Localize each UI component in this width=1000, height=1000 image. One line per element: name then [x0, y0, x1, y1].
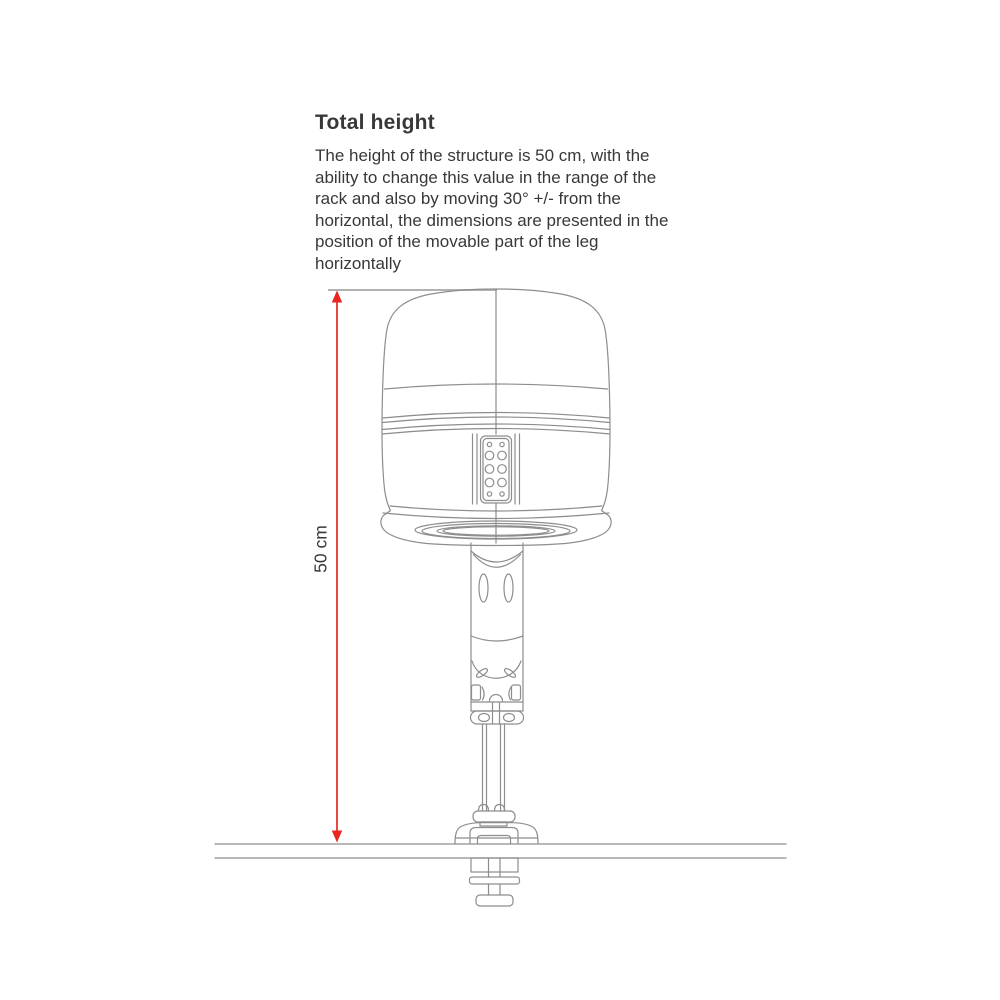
- lamp-neck: [471, 543, 523, 702]
- hinge-joint: [471, 702, 524, 724]
- description-line: horizontal, the dimensions are presented in the: [315, 210, 669, 230]
- lamp-head: [381, 289, 611, 546]
- description-line: rack and also by moving 30° +/- from the: [315, 189, 621, 208]
- height-arrow-icon: [332, 291, 342, 843]
- description-line: The height of the structure is 50 cm, with the: [315, 146, 650, 165]
- section-title: Total height: [315, 111, 435, 134]
- support-pole: [483, 724, 505, 811]
- description-line: horizontally: [315, 253, 401, 273]
- under-table-clamp: [470, 858, 520, 906]
- description-line: ability to change this value in the range of the: [315, 167, 657, 187]
- clamp-base: [455, 805, 538, 844]
- description-line: position of the movable part of the leg: [315, 232, 599, 251]
- dimension-label: 50 cm: [310, 525, 331, 573]
- connector-panel: [473, 434, 520, 504]
- table-surface: [215, 844, 786, 858]
